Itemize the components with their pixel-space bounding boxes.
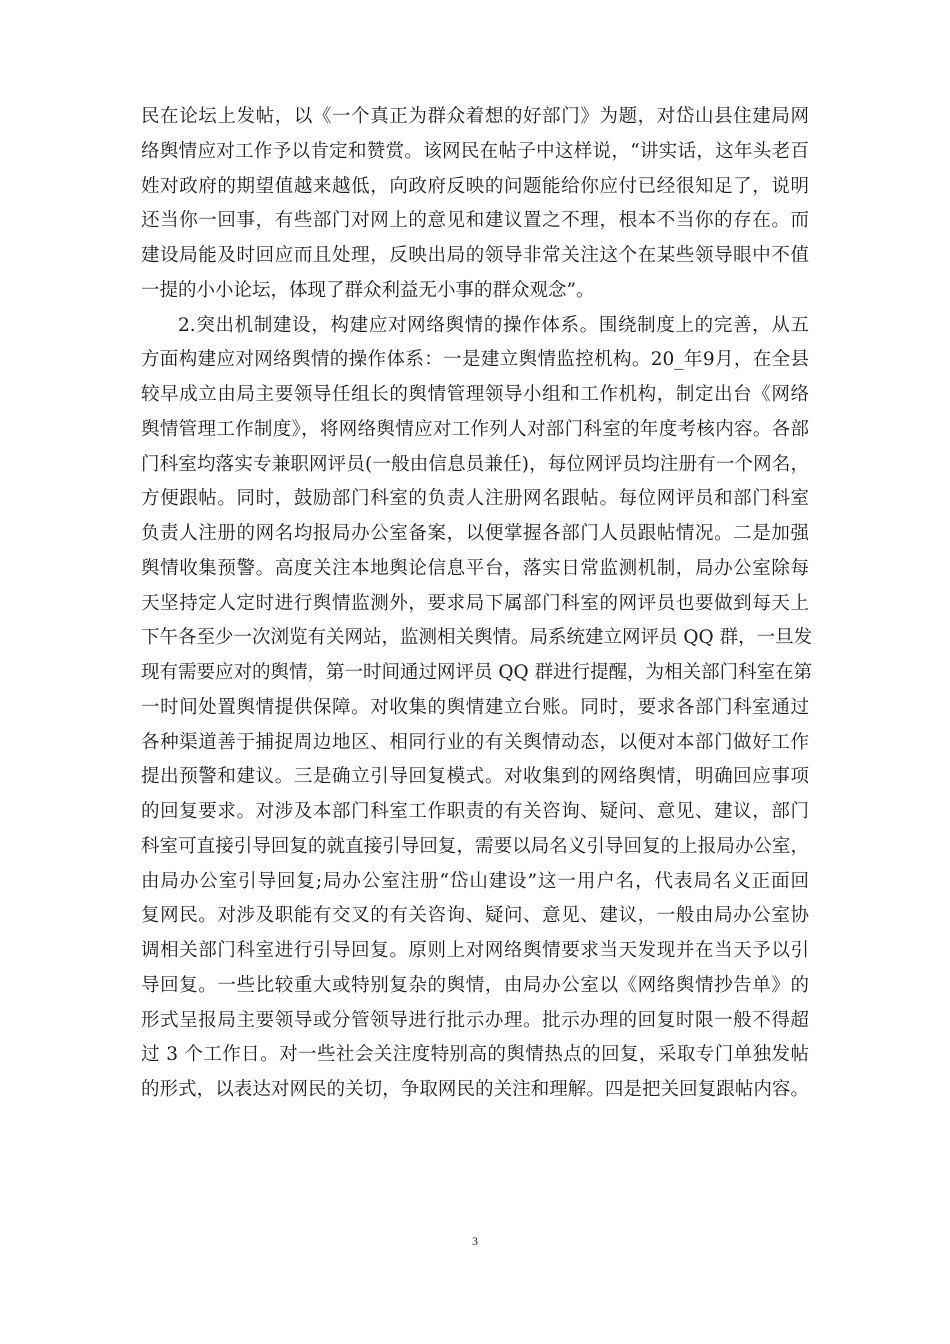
body-text xyxy=(141,100,813,1108)
page-number: 3 xyxy=(472,1234,478,1248)
text-line: 方面构建应对网络舆情的操作体系：一是建立舆情监控机构。20_年9月，在全县 xyxy=(141,349,809,371)
text-line: 天坚持定人定时进行舆情监测外，要求局下属部门科室的网评员也要做到每天上 xyxy=(141,592,809,614)
text-line: 提出预警和建议。三是确立引导回复模式。对收集到的网络舆情，明确回应事项 xyxy=(141,766,809,788)
text-line: 负责人注册的网名均报局办公室备案，以便掌握各部门人员跟帖情况。二是加强 xyxy=(141,523,809,544)
text-line: 下午各至少一次浏览有关网站，监测相关舆情。局系统建立网评员 QQ 群，一旦发 xyxy=(141,627,813,649)
text-line: 建设局能及时回应而且处理，反映出局的领导非常关注这个在某些领导眼中不值 xyxy=(141,245,809,266)
text-line: 络舆情应对工作予以肯定和赞赏。该网民在帖子中这样说，“讲实话，这年头老百 xyxy=(141,140,809,162)
text-line: 过 3 个工作日。对一些社会关注度特别高的舆情热点的回复，采取专门单独发帖 xyxy=(141,1044,809,1066)
text-line: 较早成立由局主要领导任组长的舆情管理领导小组和工作机构，制定出台《网络 xyxy=(141,384,809,405)
text-line: 导回复。一些比较重大或特别复杂的舆情，由局办公室以《网络舆情抄告单》的 xyxy=(141,974,809,996)
text-line: 科室可直接引导回复的就直接引导回复，需要以局名义引导回复的上报局办公室， xyxy=(141,835,809,857)
text-line: 民在论坛上发帖，以《一个真正为群众着想的好部门》为题，对岱山县住建局网 xyxy=(141,106,809,127)
text-line: 现有需要应对的舆情，第一时间通过网评员 QQ 群进行提醒，为相关部门科室在第 xyxy=(141,662,813,683)
text-line: 的回复要求。对涉及本部门科室工作职责的有关咨询、疑问、意见、建议，部门 xyxy=(141,801,809,822)
text-line: 还当你一回事，有些部门对网上的意见和建议置之不理，根本不当你的存在。而 xyxy=(141,210,809,232)
text-line: 方便跟帖。同时，鼓励部门科室的负责人注册网名跟帖。每位网评员和部门科室 xyxy=(141,488,809,510)
text-line: 一提的小小论坛，体现了群众利益无小事的群众观念”。 xyxy=(141,279,595,301)
text-line: 一时间处置舆情提供保障。对收集的舆情建立台账。同时，要求各部门科室通过 xyxy=(141,696,809,718)
text-line: 姓对政府的期望值越来越低，向政府反映的问题能给你应付已经很知足了，说明 xyxy=(141,175,809,197)
text-line: 各种渠道善于捕捉周边地区、相同行业的有关舆情动态，以便对本部门做好工作 xyxy=(141,731,809,753)
paragraph-start-line: 2.突出机制建设，构建应对网络舆情的操作体系。围绕制度上的完善，从五 xyxy=(178,314,809,336)
text-line: 复网民。对涉及职能有交叉的有关咨询、疑问、意见、建议，一般由局办公室协 xyxy=(141,905,809,927)
text-line: 形式呈报局主要领导或分管领导进行批示办理。批示办理的回复时限一般不得超 xyxy=(141,1009,809,1031)
text-line: 门科室均落实专兼职网评员(一般由信息员兼任)，每位网评员均注册有一个网名， xyxy=(141,453,809,475)
text-line: 舆情收集预警。高度关注本地舆论信息平台，落实日常监测机制，局办公室除每 xyxy=(141,557,809,579)
text-line: 由局办公室引导回复;局办公室注册“岱山建设”这一用户名，代表局名义正面回 xyxy=(141,870,809,892)
text-line: 调相关部门科室进行引导回复。原则上对网络舆情要求当天发现并在当天予以引 xyxy=(141,940,809,961)
text-line: 的形式，以表达对网民的关切，争取网民的关注和理解。四是把关回复跟帖内容。 xyxy=(141,1079,809,1100)
text-line: 舆情管理工作制度》，将网络舆情应对工作列人对部门科室的年度考核内容。各部 xyxy=(141,418,809,440)
